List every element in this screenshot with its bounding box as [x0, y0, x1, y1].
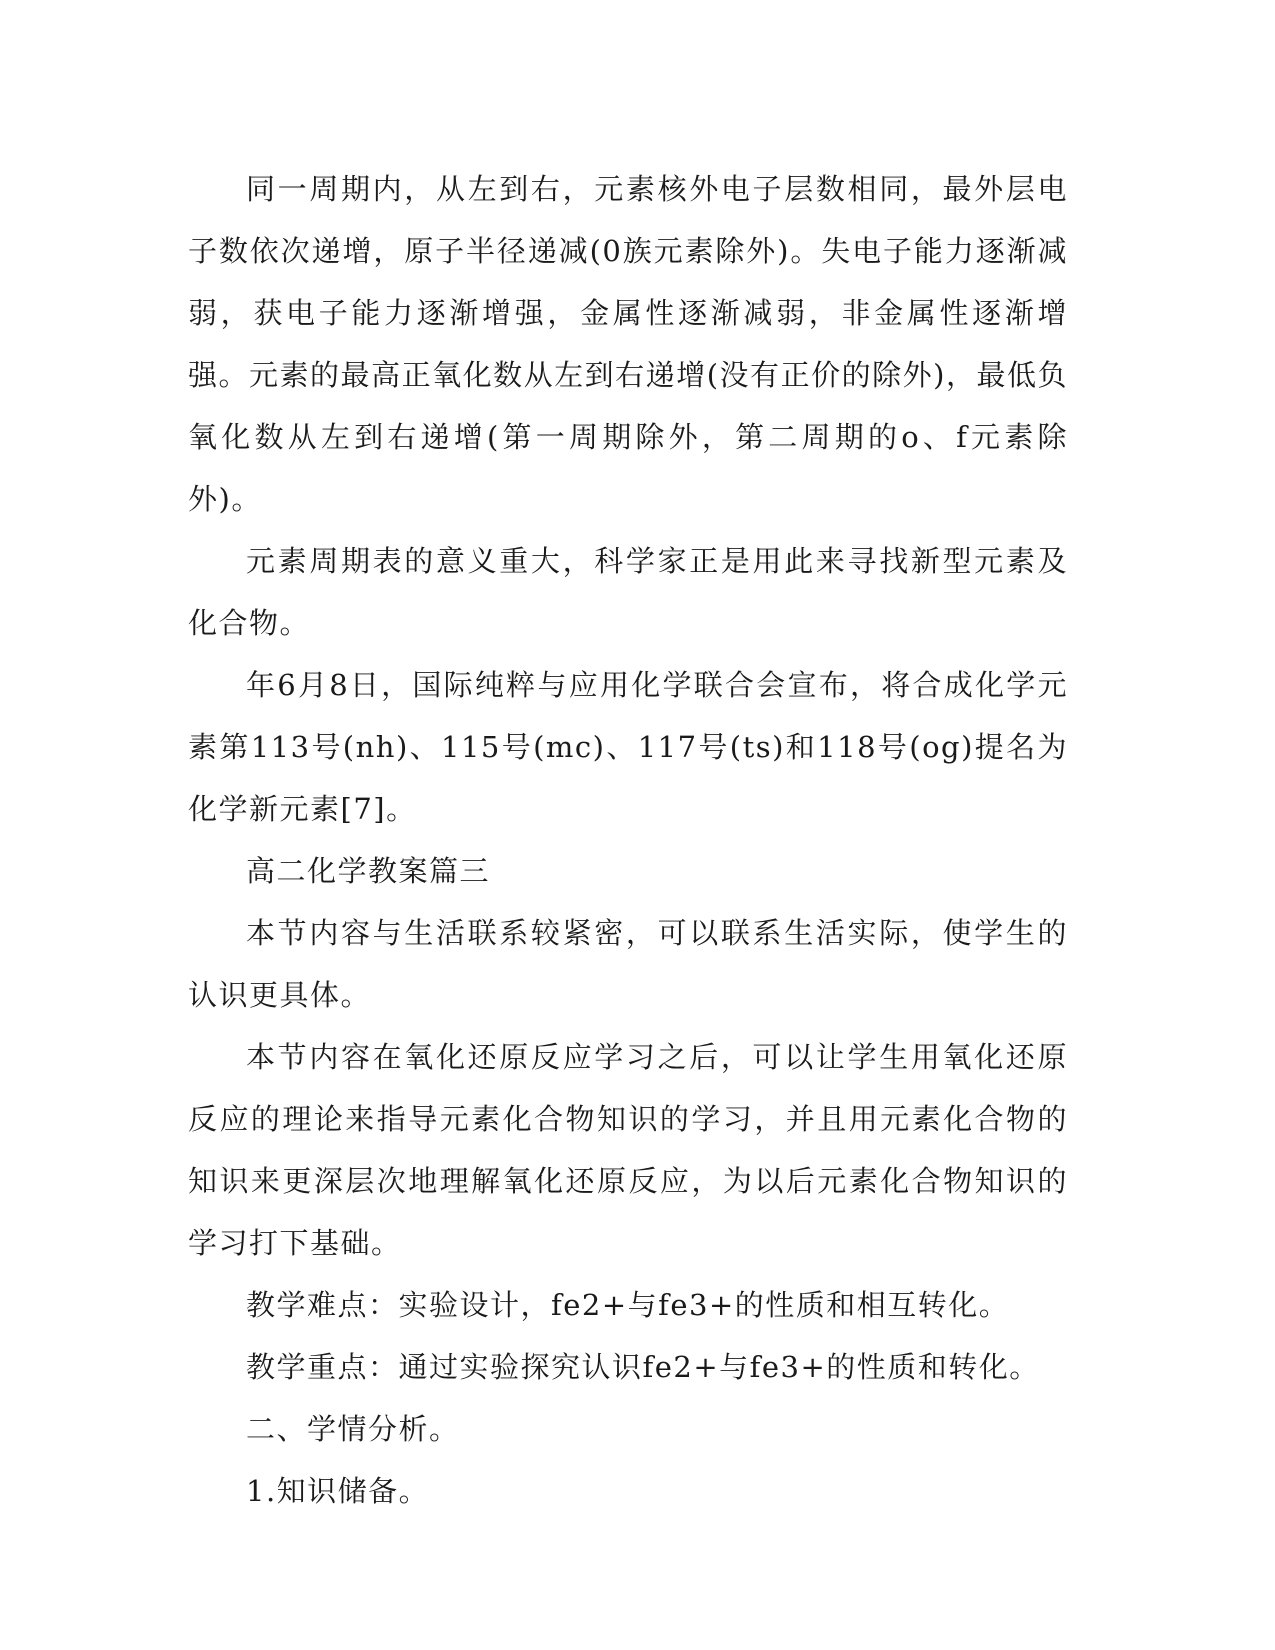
paragraph-learning-analysis: 二、学情分析。: [246, 1412, 460, 1446]
section-heading: 高二化学教案篇三: [246, 854, 491, 888]
paragraph-knowledge-base: 1.知识储备。: [246, 1474, 430, 1508]
paragraph-content-redox: 本节内容在氧化还原反应学习之后，可以让学生用氧化还原反应的理论来指导元素化合物知识的学习，并且用元素化合物的知识来更深层次地理解氧化还原反应，为以后元素化合物知识的学习打下基础。: [188, 1040, 1068, 1260]
paragraph-periodic-trends: 同一周期内，从左到右，元素核外电子层数相同，最外层电子数依次递增，原子半径递减(0族元素除外)。失电子能力逐渐减弱，获电子能力逐渐增强，金属性逐渐减弱，非金属性逐渐增强。元素的最高正氧化数从左到右递增(没有正价的除外)，最低负氧化数从左到右递增(第一周期除外，第二周期的o、f元素除外)。: [188, 172, 1068, 516]
paragraph-teaching-difficulty: 教学难点：实验设计，fe2+与fe3+的性质和相互转化。: [246, 1288, 1010, 1322]
document-body: [188, 158, 1068, 1522]
paragraph-teaching-focus: 教学重点：通过实验探究认识fe2+与fe3+的性质和转化。: [246, 1350, 1040, 1384]
paragraph-periodic-table-significance: 元素周期表的意义重大，科学家正是用此来寻找新型元素及化合物。: [188, 544, 1068, 640]
paragraph-content-life: 本节内容与生活联系较紧密，可以联系生活实际，使学生的认识更具体。: [188, 916, 1068, 1012]
paragraph-new-elements: 年6月8日，国际纯粹与应用化学联合会宣布，将合成化学元素第113号(nh)、115号(mc)、117号(ts)和118号(og)提名为化学新元素[7]。: [188, 668, 1068, 826]
